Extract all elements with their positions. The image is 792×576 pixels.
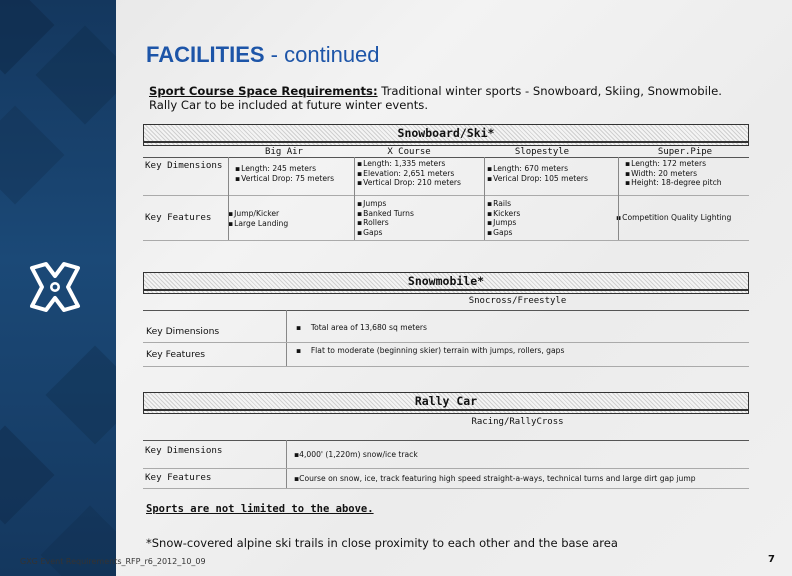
- superpipe-features: [616, 213, 749, 223]
- snowmobile-dimensions-text: Total area of 13,680 sq meters: [310, 323, 428, 332]
- slopestyle-features: [487, 199, 607, 237]
- intro-sports: Traditional winter sports - Snowboard, Skiing, Snowmobile.: [377, 84, 722, 98]
- list-item: ▪ Rollers: [357, 218, 477, 228]
- x-course-features: [357, 199, 477, 237]
- divider: [143, 488, 749, 489]
- slopestyle-dimensions: [487, 164, 617, 183]
- divider: [618, 157, 619, 240]
- list-item: ▪ Kickers: [487, 209, 607, 219]
- page-title: [146, 42, 380, 68]
- intro-label: Sport Course Space Requirements:: [149, 84, 378, 98]
- divider: [286, 440, 287, 488]
- intro-line2: Rally Car to be included at future winter events.: [149, 98, 429, 112]
- rally-features: ▪Course on snow, ice, track featuring high speed straight-a-ways, technical turns and large dirt gap jump: [294, 474, 696, 483]
- divider: [143, 240, 749, 241]
- divider: [484, 157, 485, 240]
- divider: [143, 157, 749, 158]
- rally-features-text: Course on snow, ice, track featuring high speed straight-a-ways, technical turns and large dirt gap jump: [299, 474, 696, 483]
- rally-banner-strip: [143, 410, 749, 414]
- rally-dimensions: ▪4,000' (1,220m) snow/ice track: [294, 450, 418, 459]
- list-item: ▪ Rails: [487, 199, 607, 209]
- snowmobile-features: ▪ Flat to moderate (beginning skier) terrain with jumps, rollers, gaps: [296, 346, 565, 355]
- list-item: ▪ Jumps: [487, 218, 607, 228]
- x-course-dimensions: [357, 159, 483, 188]
- title-bold: FACILITIES: [146, 42, 265, 67]
- page-number: 7: [768, 554, 775, 565]
- col-rallycross: Racing/RallyCross: [471, 417, 564, 427]
- list-item: ▪ Width: 20 meters: [625, 169, 749, 179]
- list-item: ▪ Competition Quality Lighting: [616, 213, 749, 223]
- title-rest: - continued: [264, 42, 380, 67]
- intro-text: [149, 84, 769, 112]
- list-item: ▪ Jump/Kicker: [228, 209, 348, 219]
- col-x-course: X Course: [387, 147, 431, 157]
- divider: [143, 310, 749, 311]
- snowmobile-banner-strip: [143, 290, 749, 294]
- list-item: ▪ Length: 172 meters: [625, 159, 749, 169]
- divider: [143, 468, 749, 469]
- list-item: ▪ Gaps: [357, 228, 477, 238]
- col-big-air: Big Air: [265, 147, 303, 157]
- list-item: ▪ Jumps: [357, 199, 477, 209]
- list-item: ▪ Length: 1,335 meters: [357, 159, 483, 169]
- big-air-features: [228, 209, 348, 228]
- divider: [143, 342, 749, 343]
- list-item: ▪ Vertical Drop: 210 meters: [357, 178, 483, 188]
- snowmobile-features-text: Flat to moderate (beginning skier) terrain with jumps, rollers, gaps: [310, 346, 565, 355]
- sports-not-limited-note: Sports are not limited to the above.: [146, 503, 374, 515]
- col-snocross: Snocross/Freestyle: [468, 296, 567, 306]
- divider: [228, 157, 229, 240]
- rally-key-features-label: Key Features: [145, 472, 212, 483]
- divider: [143, 195, 749, 196]
- snowboard-banner-strip: [143, 142, 749, 146]
- list-item: ▪ Banked Turns: [357, 209, 477, 219]
- list-item: ▪ Vertical Drop: 75 meters: [235, 174, 353, 184]
- snowboard-banner: Snowboard/Ski*: [143, 124, 749, 142]
- superpipe-dimensions: [625, 159, 749, 188]
- snowboard-key-dimensions-label: Key Dimensions: [145, 160, 223, 171]
- list-item: ▪ Length: 670 meters: [487, 164, 617, 174]
- divider: [354, 157, 355, 240]
- divider: [143, 366, 749, 367]
- list-item: ▪ Verical Drop: 105 meters: [487, 174, 617, 184]
- list-item: ▪ Large Landing: [228, 219, 348, 229]
- snowmobile-key-dimensions-label: Key Dimensions: [146, 326, 220, 337]
- divider: [286, 310, 287, 366]
- col-superpipe: Super.Pipe: [657, 147, 713, 157]
- sidebar-panel: [0, 0, 116, 576]
- col-slopestyle: Slopestyle: [514, 147, 570, 157]
- list-item: ▪ Length: 245 meters: [235, 164, 353, 174]
- snowboard-key-features-label: Key Features: [145, 212, 212, 223]
- rally-banner: Rally Car: [143, 392, 749, 410]
- list-item: ▪ Height: 18-degree pitch: [625, 178, 749, 188]
- x-games-logo: [26, 258, 84, 316]
- snowmobile-banner: Snowmobile*: [143, 272, 749, 290]
- snow-note: *Snow-covered alpine ski trails in close proximity to each other and the base area: [146, 536, 618, 550]
- rally-dimensions-text: 4,000' (1,220m) snow/ice track: [299, 450, 418, 459]
- list-item: ▪ Elevation: 2,651 meters: [357, 169, 483, 179]
- big-air-dimensions: [235, 164, 353, 183]
- divider: [143, 440, 749, 441]
- snowmobile-key-features-label: Key Features: [146, 349, 206, 360]
- list-item: ▪ Gaps: [487, 228, 607, 238]
- document-id: GXG Event Requirements_RFP_r6_2012_10_09: [20, 557, 206, 566]
- rally-key-dimensions-label: Key Dimensions: [145, 445, 223, 456]
- snowmobile-dimensions: ▪ Total area of 13,680 sq meters: [296, 323, 428, 332]
